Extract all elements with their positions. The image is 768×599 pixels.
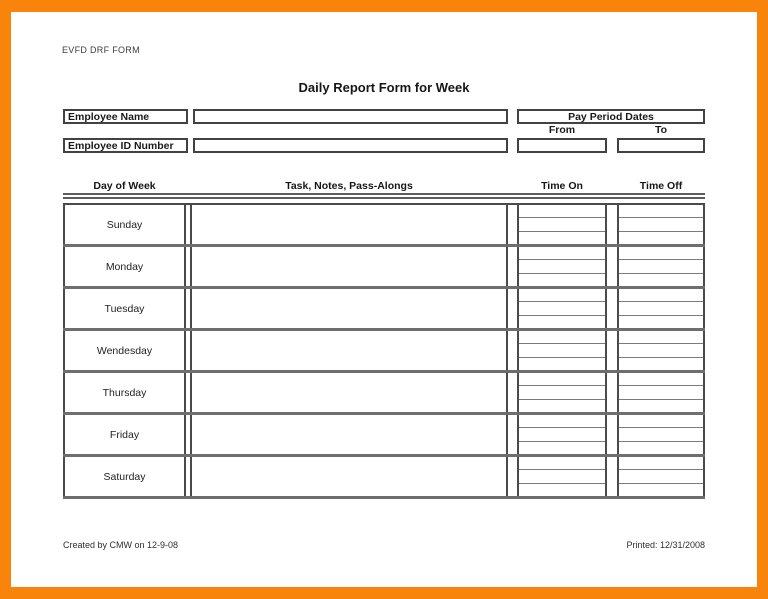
pay-period-to-field[interactable] [617,138,705,153]
day-cell [63,415,186,454]
time-off-slot[interactable] [619,331,703,343]
time-off-slot[interactable] [619,441,703,454]
time-on-cell [517,331,607,370]
pay-period-from-field[interactable] [517,138,607,153]
table-row [63,457,705,499]
time-on-slot[interactable] [519,247,605,259]
time-on-slot[interactable] [519,441,605,454]
employee-id-field[interactable] [193,138,508,153]
page-title: Daily Report Form for Week [298,80,470,95]
day-label: Friday [109,428,140,441]
time-on-slot[interactable] [519,373,605,385]
column-gap [508,457,517,496]
time-off-slot[interactable] [619,385,703,398]
time-on-slot[interactable] [519,427,605,440]
time-on-cell [517,457,607,496]
time-on-cell [517,247,607,286]
time-on-slot[interactable] [519,301,605,314]
column-gap [508,205,517,244]
employee-id-label: Employee ID Number [63,138,188,153]
table-row [63,373,705,415]
time-off-slot[interactable] [619,247,703,259]
time-on-cell [517,415,607,454]
header-day-of-week: Day of Week [93,180,156,192]
task-notes-cell[interactable] [190,289,508,328]
task-notes-cell[interactable] [190,373,508,412]
day-cell [63,289,186,328]
day-label: Saturday [103,470,146,483]
footer-created-text: Created by CMW on 12-9-08 [63,540,179,550]
day-label: Sunday [106,218,143,231]
day-cell [63,331,186,370]
day-label: Thursday [102,386,147,399]
day-cell [63,205,186,244]
time-off-cell [617,247,705,286]
column-gap [508,415,517,454]
column-gap [508,247,517,286]
time-on-slot[interactable] [519,273,605,286]
time-on-slot[interactable] [519,469,605,482]
form-page [11,12,757,587]
time-on-slot[interactable] [519,231,605,244]
header-task-notes: Task, Notes, Pass-Alongs [285,180,413,192]
time-off-slot[interactable] [619,483,703,496]
time-off-cell [617,457,705,496]
time-on-slot[interactable] [519,457,605,469]
time-off-slot[interactable] [619,399,703,412]
table-row [63,205,705,247]
column-gap [607,247,617,286]
time-on-slot[interactable] [519,483,605,496]
table-header-row [63,180,705,192]
header-time-off: Time Off [639,180,683,192]
column-gap [607,331,617,370]
time-on-slot[interactable] [519,217,605,230]
pay-period-dates-label: Pay Period Dates [517,109,705,124]
time-off-cell [617,415,705,454]
time-on-cell [517,289,607,328]
time-on-slot[interactable] [519,289,605,301]
header-divider [63,193,705,199]
time-off-slot[interactable] [619,427,703,440]
time-off-slot[interactable] [619,205,703,217]
time-off-slot[interactable] [619,301,703,314]
column-gap [607,205,617,244]
time-off-cell [617,205,705,244]
time-on-cell [517,373,607,412]
task-notes-cell[interactable] [190,331,508,370]
week-table [63,203,705,499]
task-notes-cell[interactable] [190,457,508,496]
time-off-cell [617,373,705,412]
time-on-slot[interactable] [519,343,605,356]
to-label: To [654,124,668,136]
table-row [63,247,705,289]
time-off-slot[interactable] [619,217,703,230]
column-gap [607,457,617,496]
column-gap [607,373,617,412]
task-notes-cell[interactable] [190,205,508,244]
time-off-slot[interactable] [619,231,703,244]
time-off-slot[interactable] [619,357,703,370]
time-off-slot[interactable] [619,273,703,286]
time-off-slot[interactable] [619,289,703,301]
time-on-slot[interactable] [519,385,605,398]
time-off-cell [617,289,705,328]
time-off-slot[interactable] [619,373,703,385]
table-row [63,289,705,331]
footer [63,540,705,550]
day-label: Tuesday [104,302,145,315]
time-on-slot[interactable] [519,357,605,370]
time-off-cell [617,331,705,370]
header-time-on: Time On [541,180,583,192]
column-gap [508,331,517,370]
time-off-slot[interactable] [619,259,703,272]
day-cell [63,247,186,286]
from-label: From [548,124,576,136]
day-label: Wendesday [96,344,153,357]
day-cell [63,457,186,496]
time-on-slot[interactable] [519,315,605,328]
table-row [63,415,705,457]
time-on-slot[interactable] [519,205,605,217]
time-on-slot[interactable] [519,399,605,412]
time-off-slot[interactable] [619,315,703,328]
form-code: EVFD DRF FORM [62,45,140,55]
time-on-slot[interactable] [519,331,605,343]
task-notes-cell[interactable] [190,415,508,454]
employee-name-field[interactable] [193,109,508,124]
column-gap [607,415,617,454]
column-gap [508,373,517,412]
footer-printed-text: Printed: 12/31/2008 [626,540,705,550]
time-off-slot[interactable] [619,469,703,482]
task-notes-cell[interactable] [190,247,508,286]
day-label: Monday [105,260,144,273]
column-gap [508,289,517,328]
time-on-slot[interactable] [519,415,605,427]
day-cell [63,373,186,412]
employee-name-label: Employee Name [63,109,188,124]
time-off-slot[interactable] [619,415,703,427]
table-row [63,331,705,373]
time-on-cell [517,205,607,244]
time-on-slot[interactable] [519,259,605,272]
time-off-slot[interactable] [619,457,703,469]
column-gap [607,289,617,328]
time-off-slot[interactable] [619,343,703,356]
